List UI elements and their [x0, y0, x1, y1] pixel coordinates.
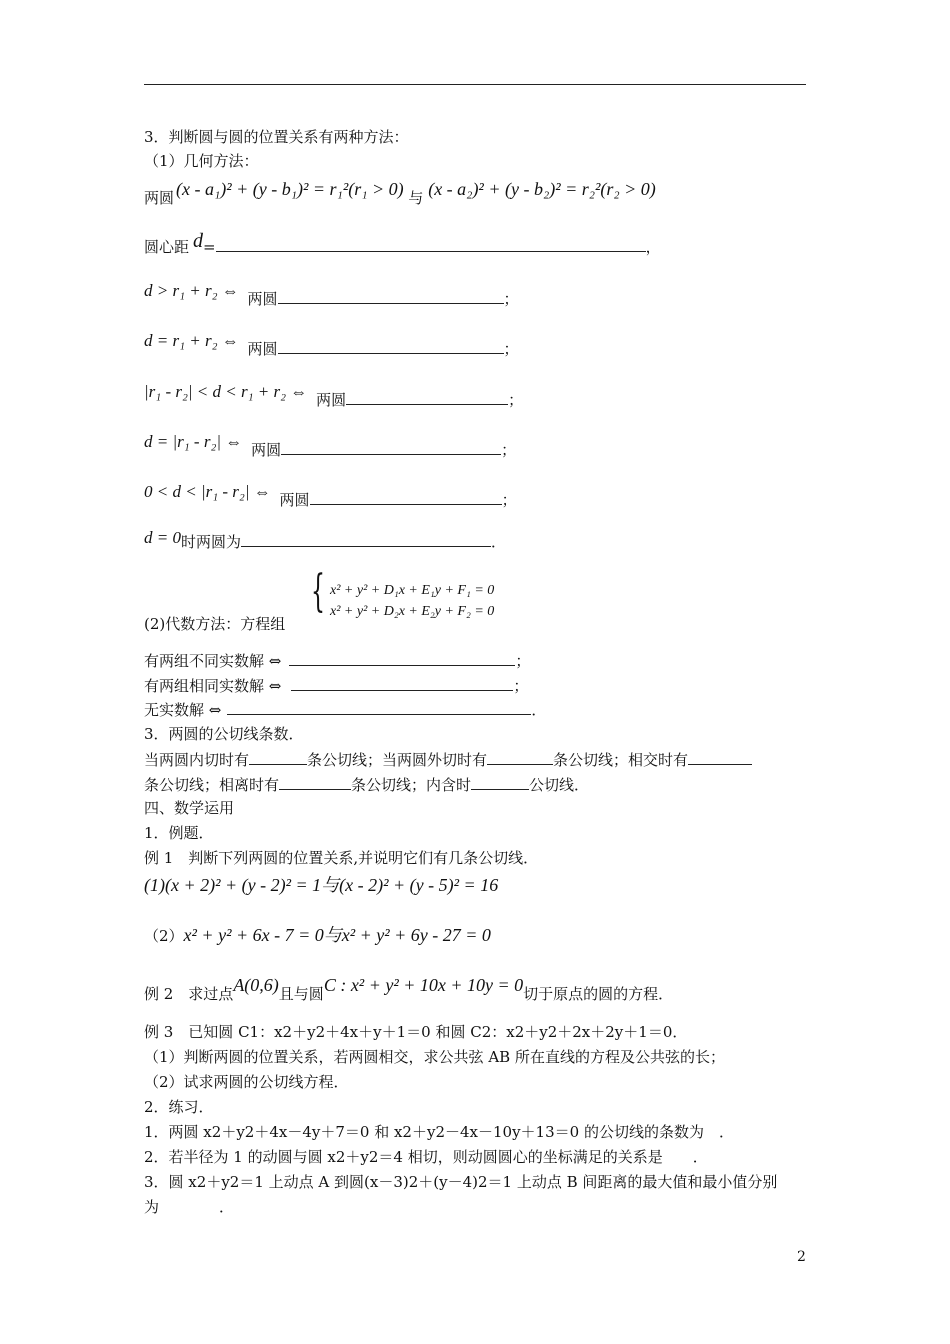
answer-blank[interactable] — [216, 237, 646, 252]
tangents-text: 条公切线；相交时有 — [553, 751, 689, 769]
semicolon: ； — [501, 491, 517, 509]
answer-blank[interactable] — [471, 775, 529, 790]
algebraic-row-1 — [144, 651, 530, 670]
answer-blank[interactable] — [279, 775, 351, 790]
system-equation-1: x² + y² + D₁x + E₁y + F₁ = 0 — [330, 583, 495, 598]
example-2-text: 切于原点的圆的方程． — [523, 985, 674, 1003]
example-1-part-2-label: （2） — [144, 927, 184, 945]
tangents-line-2 — [144, 775, 589, 794]
system-brace: { — [311, 566, 325, 617]
algebraic-row-2 — [144, 676, 528, 695]
answer-blank[interactable] — [278, 339, 504, 354]
example-2-text: 且与圆 — [278, 985, 324, 1003]
condition-4: d = |r₁ - r₂| ⇔ — [144, 432, 243, 451]
two-circles-label: 两圆 — [316, 391, 347, 409]
answer-blank[interactable] — [241, 532, 491, 547]
condition-2: d = r₁ + r₂ ⇔ — [144, 331, 239, 350]
period: ． — [531, 701, 547, 719]
exercise-3-line-1: 3．圆 x2＋y2＝1 上动点 A 到圆(x－3)2＋(y－4)2＝1 上动点 B 间距离的最大值和最小值分别 — [144, 1173, 778, 1191]
semicolon: ； — [515, 652, 531, 670]
example-1-part-1: (1)(x + 2)² + (y - 2)² = 1与(x - 2)² + (y - 5)² = 16 — [144, 875, 499, 895]
algebraic-method-heading: (2)代数方法：方程组 — [144, 615, 286, 633]
condition-row-5 — [144, 482, 517, 509]
answer-blank[interactable] — [281, 440, 501, 455]
semicolon: ； — [508, 391, 524, 409]
example-2-circle: C : x² + y² + 10x + 10y = 0 — [323, 975, 524, 995]
system-equation-2: x² + y² + D₂x + E₂y + F₂ = 0 — [330, 604, 495, 619]
comma: ， — [645, 238, 661, 256]
condition-1: d > r₁ + r₂ ⇔ — [144, 281, 239, 300]
two-circles-label: 两圆 — [247, 340, 278, 358]
exercise-2: 2．若半径为 1 的动圆与圆 x2＋y2＝4 相切，则动圆圆心的坐标满足的关系是 ． — [144, 1148, 708, 1166]
algebraic-condition-3: 无实数解 ⇔ — [144, 701, 222, 719]
answer-blank[interactable] — [289, 651, 515, 666]
circle-equation-1: (x - a₁)² + (y - b₁)² = r₁²(r₁ > 0) — [176, 179, 404, 199]
section-heading: 3．判断圆与圆的位置关系有两种方法： — [144, 128, 409, 146]
example-1-part-2-row — [144, 926, 491, 945]
condition-row-2 — [144, 331, 519, 358]
circle-equation-2: (x - a₂)² + (y - b₂)² = r₂²(r₂ > 0) — [428, 179, 656, 199]
answer-blank[interactable] — [278, 289, 504, 304]
tangents-text: 当两圆内切时有 — [144, 751, 250, 769]
two-circles-label: 两圆 — [144, 189, 175, 207]
tangents-text: 公切线． — [529, 776, 590, 794]
two-circles-equations — [144, 179, 656, 207]
semicolon: ； — [501, 441, 517, 459]
condition-row-1 — [144, 281, 519, 308]
center-distance-label: 圆心距 — [144, 238, 190, 256]
tangents-text: 条公切线；相离时有 — [144, 776, 280, 794]
application-heading: 四、数学运用 — [144, 799, 235, 817]
condition-row-6 — [144, 528, 507, 551]
geometric-method-heading: （1）几何方法： — [144, 152, 259, 170]
condition-6: d = 0 — [144, 528, 181, 547]
period: ． — [491, 533, 507, 551]
semicolon: ； — [513, 677, 529, 695]
page-number: 2 — [797, 1249, 806, 1265]
two-circles-label: 两圆 — [247, 290, 278, 308]
example-1-title: 例 1 判断下列两圆的位置关系,并说明它们有几条公切线． — [144, 849, 539, 867]
answer-blank[interactable] — [310, 490, 502, 505]
header-rule — [144, 84, 806, 85]
tangents-text: 条公切线；内含时 — [351, 776, 472, 794]
example-2-text: 例 2 求过点 — [144, 985, 234, 1003]
tangents-line-1 — [144, 750, 752, 769]
algebraic-row-3 — [144, 700, 546, 719]
example-1-part-2: x² + y² + 6x - 7 = 0与x² + y² + 6y - 27 = 0 — [183, 925, 491, 945]
answer-blank[interactable] — [227, 700, 531, 715]
answer-blank[interactable] — [249, 750, 307, 765]
equals-sign: = — [203, 238, 216, 256]
example-3-question-2: （2）试求两圆的公切线方程． — [144, 1073, 349, 1091]
condition-6-text: 时两圆为 — [180, 533, 241, 551]
answer-blank[interactable] — [346, 390, 508, 405]
center-distance-row — [144, 230, 661, 256]
algebraic-condition-2: 有两组相同实数解 ⇔ — [144, 677, 282, 695]
examples-heading: 1．例题． — [144, 824, 214, 842]
condition-row-4 — [144, 432, 517, 459]
two-circles-label: 两圆 — [279, 491, 310, 509]
two-circles-label: 两圆 — [251, 441, 282, 459]
tangents-text: 条公切线；当两圆外切时有 — [307, 751, 488, 769]
and-label: 与 — [408, 189, 424, 207]
d-variable: d — [193, 230, 204, 252]
semicolon: ； — [503, 290, 519, 308]
example-3-title: 例 3 已知圆 C1：x2＋y2＋4x＋y＋1＝0 和圆 C2：x2＋y2＋2x＋2y＋1＝0． — [144, 1023, 688, 1041]
condition-row-3 — [144, 382, 524, 409]
exercise-1: 1．两圆 x2＋y2＋4x－4y＋7＝0 和 x2＋y2－4x－10y＋13＝0 的公切线的条数为 ． — [144, 1123, 734, 1141]
tangents-heading: 3．两圆的公切线条数． — [144, 725, 304, 743]
example-2-row — [144, 975, 674, 1003]
algebraic-condition-1: 有两组不同实数解 ⇔ — [144, 652, 282, 670]
answer-blank[interactable] — [688, 750, 752, 765]
exercise-heading: 2．练习． — [144, 1098, 214, 1116]
answer-blank[interactable] — [291, 676, 513, 691]
exercise-3-line-2: 为 ． — [144, 1198, 235, 1216]
example-3-question-1: （1）判断两圆的位置关系，若两圆相交，求公共弦 AB 所在直线的方程及公共弦的长； — [144, 1048, 725, 1066]
answer-blank[interactable] — [487, 750, 553, 765]
condition-3: |r₁ - r₂| < d < r₁ + r₂ ⇔ — [144, 382, 308, 401]
condition-5: 0 < d < |r₁ - r₂| ⇔ — [144, 482, 271, 501]
semicolon: ； — [503, 340, 519, 358]
example-2-point: A(0,6) — [233, 975, 279, 995]
